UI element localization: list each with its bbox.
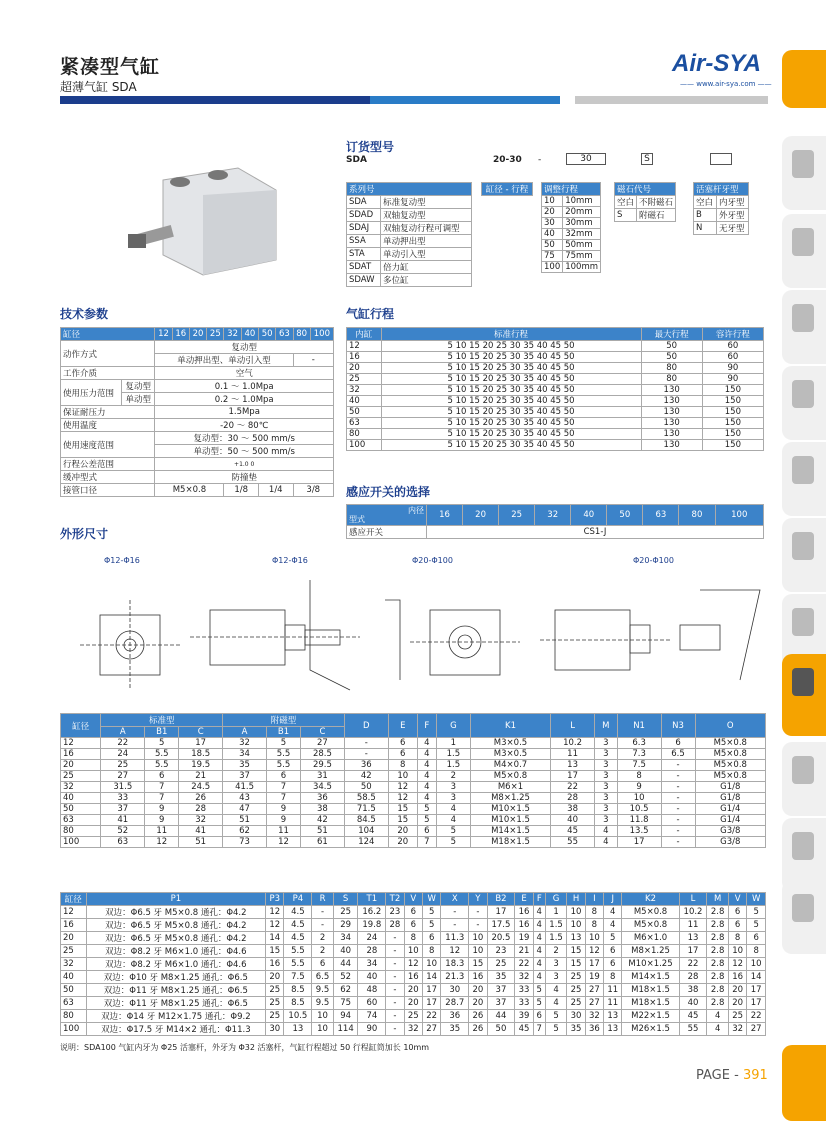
dimension-table-1 bbox=[60, 713, 766, 848]
fitting-icon bbox=[792, 304, 814, 332]
header-bar-blue bbox=[370, 96, 560, 104]
t2-col-header: B2 bbox=[487, 893, 515, 906]
page-title: 紧凑型气缸 bbox=[60, 56, 161, 78]
t2-col-header: L bbox=[679, 893, 707, 906]
t2-col-header: I bbox=[585, 893, 603, 906]
bore-header-cell: 20 bbox=[189, 328, 206, 341]
side-tab-silencer[interactable] bbox=[782, 880, 826, 954]
t2-col-header: S bbox=[333, 893, 358, 906]
drawing-label-2: Φ12-Φ16 bbox=[272, 556, 308, 565]
solenoid-icon bbox=[792, 532, 814, 560]
stroke-row: 32 5 10 15 20 25 30 35 40 45 50 130 150 bbox=[347, 385, 764, 396]
t2-col-header: R bbox=[312, 893, 334, 906]
adj-table: 调整行程 10 10mm 20 20mm 30 30mm 40 32mm 50 50mm 75 75mm 100 100mm bbox=[541, 182, 601, 273]
dimension-table-2 bbox=[60, 892, 766, 1036]
t2-col-header: H bbox=[567, 893, 585, 906]
t1-row: 20 25 5.5 19.5 35 5.5 29.5 36 8 4 1.5 M4×0.7 13 3 7.5 - M5×0.8 bbox=[61, 760, 766, 771]
t1-sub-header: C bbox=[300, 727, 344, 738]
dimension-drawings bbox=[60, 570, 766, 700]
order-rod-box bbox=[710, 153, 732, 165]
t2-row: 40 双边：Φ10 牙 M8×1.25 通孔：Φ6.5 20 7.5 6.5 52 40 - 16 14 21.3 16 35 32 4 3 25 19 8 M14×1.5 28 2.8 16 14 bbox=[61, 971, 766, 984]
t2-col-header: F bbox=[533, 893, 545, 906]
t1-col-header: N3 bbox=[661, 714, 695, 738]
sensor-size-cell: 16 bbox=[427, 505, 463, 526]
tech-title: 技术参数 bbox=[60, 307, 109, 321]
stroke-row: 100 5 10 15 20 25 30 35 40 45 50 130 150 bbox=[347, 440, 764, 451]
stroke-row: 80 5 10 15 20 25 30 35 40 45 50 130 150 bbox=[347, 429, 764, 440]
t1-col-header: N1 bbox=[617, 714, 661, 738]
order-series-code: SDA bbox=[346, 155, 367, 165]
t2-row: 16 双边：Φ6.5 牙 M5×0.8 通孔：Φ4.2 12 4.5 - 29 19.8 28 6 5 - - 17.5 16 4 1.5 10 8 4 M5×0.8 11 2.8 6 5 bbox=[61, 919, 766, 932]
series-row: SDAJ 双轴复动行程可调型 bbox=[347, 222, 472, 235]
header-bar-dark bbox=[60, 96, 370, 104]
t2-col-header: V bbox=[728, 893, 746, 906]
stroke-header-cell: 容许行程 bbox=[702, 328, 763, 341]
bore-header-cell: 100 bbox=[310, 328, 333, 341]
order-magnet-box: S bbox=[641, 153, 653, 165]
stroke-row: 25 5 10 15 20 25 30 35 40 45 50 80 90 bbox=[347, 374, 764, 385]
sensor-size-cell: 50 bbox=[607, 505, 643, 526]
sensor-size-cell: 20 bbox=[463, 505, 499, 526]
stroke-row: 40 5 10 15 20 25 30 35 40 45 50 130 150 bbox=[347, 396, 764, 407]
side-tab-cylinder[interactable] bbox=[782, 654, 826, 736]
bore-header-cell: 80 bbox=[293, 328, 310, 341]
side-tab-active-top[interactable] bbox=[782, 50, 826, 108]
magnet-row: 空白 不附磁石 bbox=[615, 196, 676, 209]
drawing-label-4: Φ20-Φ100 bbox=[633, 556, 674, 565]
sensor-size-cell: 25 bbox=[499, 505, 535, 526]
tech-table: 缸径 12 16 20 25 32 40 50 63 80 100 动作方式 复动型 单动押出型、单动引入型 - 工作介质 空气 使用压力范围 复动型 0.1 ～ 1.0Mpa 单动型 0.2 ～ 1.0Mpa 保证耐压力 1.5Mpa 使用温度 -20 ～ 80℃ 使用速度范围 复动型：30 ～ 500 mm/s 单动型：50 ～ 500 mm/s 行程公差范围 +1.0 0 缓冲型式 防撞垫 接管口径 M5×0.8 1/8 1/4 3/8 bbox=[60, 327, 334, 497]
side-tab-lubricator[interactable] bbox=[782, 214, 826, 288]
bore-header: 缸径 - 行程 bbox=[481, 182, 533, 196]
t1-col-header: L bbox=[551, 714, 595, 738]
t1-row: 16 24 5.5 18.5 34 5.5 28.5 - 6 4 1.5 M3×0.5 11 3 7.3 6.5 M5×0.8 bbox=[61, 749, 766, 760]
t2-col-header: E bbox=[515, 893, 533, 906]
side-tab-tube[interactable] bbox=[782, 742, 826, 816]
adj-row: 20 20mm bbox=[542, 207, 601, 218]
rod-row: 空白 内牙型 bbox=[694, 196, 749, 209]
sensor-table: 内径 型式 16 20 25 32 40 50 63 80 100 感应开关 CS1-J bbox=[346, 504, 764, 539]
t1-col-header: E bbox=[388, 714, 417, 738]
t2-col-header: P4 bbox=[284, 893, 312, 906]
t1-row: 50 37 9 28 47 9 38 71.5 15 5 4 M10×1.5 38 3 10.5 - G1/4 bbox=[61, 804, 766, 815]
valve-icon bbox=[792, 456, 814, 484]
sensor-size-cell: 63 bbox=[643, 505, 679, 526]
side-tab-fitting[interactable] bbox=[782, 290, 826, 364]
t1-mag-header: 附磁型 bbox=[223, 714, 345, 727]
t2-col-header: J bbox=[604, 893, 622, 906]
t1-col-header: K1 bbox=[470, 714, 550, 738]
t1-sub-header: B1 bbox=[267, 727, 301, 738]
rod-row: B 外牙型 bbox=[694, 209, 749, 222]
t2-row: 50 双边：Φ11 牙 M8×1.25 通孔：Φ6.5 25 8.5 9.5 62 48 - 20 17 30 20 37 33 5 4 25 27 11 M18×1.5 38 2.8 20 17 bbox=[61, 984, 766, 997]
bore-header-cell: 12 bbox=[155, 328, 172, 341]
adj-row: 30 30mm bbox=[542, 218, 601, 229]
stroke-row: 63 5 10 15 20 25 30 35 40 45 50 130 150 bbox=[347, 418, 764, 429]
t2-row: 12 双边：Φ6.5 牙 M5×0.8 通孔：Φ4.2 12 4.5 - 25 16.2 23 6 5 - - 17 16 4 1 10 8 4 M5×0.8 10.2 2.8 6 5 bbox=[61, 906, 766, 919]
t1-row: 25 27 6 21 37 6 31 42 10 4 2 M5×0.8 17 3 8 - M5×0.8 bbox=[61, 771, 766, 782]
series-row: STA 单动引入型 bbox=[347, 248, 472, 261]
brand-url: —— www.air-sya.com —— bbox=[680, 80, 772, 88]
bore-header-cell: 16 bbox=[172, 328, 189, 341]
stroke-header-cell: 最大行程 bbox=[641, 328, 702, 341]
order-dash: - bbox=[538, 155, 542, 165]
t2-col-header: X bbox=[441, 893, 469, 906]
t1-sub-header: A bbox=[223, 727, 267, 738]
rod-row: N 无牙型 bbox=[694, 222, 749, 235]
filter-icon bbox=[792, 150, 814, 178]
series-row: SSA 单动押出型 bbox=[347, 235, 472, 248]
stroke-title: 气缸行程 bbox=[346, 307, 395, 321]
stroke-row: 20 5 10 15 20 25 30 35 40 45 50 80 90 bbox=[347, 363, 764, 374]
page-subtitle: 超薄气缸 SDA bbox=[60, 80, 137, 94]
series-row: SDA 标准复动型 bbox=[347, 196, 472, 209]
elbow-icon bbox=[792, 380, 814, 408]
side-tab-elbow[interactable] bbox=[782, 366, 826, 440]
sensor-size-cell: 32 bbox=[535, 505, 571, 526]
t1-row: 12 22 5 17 32 5 27 - 6 4 1 M3×0.5 10.2 3 6.3 6 M5×0.8 bbox=[61, 738, 766, 749]
t1-std-header: 标准型 bbox=[101, 714, 223, 727]
bore-header-cell: 63 bbox=[276, 328, 293, 341]
t1-row: 40 33 7 26 43 7 36 58.5 12 4 3 M8×1.25 28 3 10 - G1/8 bbox=[61, 793, 766, 804]
tube-icon bbox=[792, 756, 814, 784]
t2-col-header: V bbox=[404, 893, 422, 906]
adj-row: 40 32mm bbox=[542, 229, 601, 240]
dims-title: 外形尺寸 bbox=[60, 527, 109, 541]
order-size-code: 20-30 bbox=[493, 155, 522, 165]
t1-sub-header: A bbox=[101, 727, 145, 738]
t1-row: 63 41 9 32 51 9 42 84.5 15 5 4 M10×1.5 40 3 11.8 - G1/4 bbox=[61, 815, 766, 826]
stroke-header-cell: 标准行程 bbox=[381, 328, 641, 341]
bore-header-cell: 25 bbox=[207, 328, 224, 341]
adj-row: 75 75mm bbox=[542, 251, 601, 262]
t2-col-header: G bbox=[545, 893, 567, 906]
t1-col-header: O bbox=[695, 714, 765, 738]
t2-col-header: T1 bbox=[358, 893, 386, 906]
bore-header-cell: 32 bbox=[224, 328, 241, 341]
adj-row: 100 100mm bbox=[542, 262, 601, 273]
drawing-label-1: Φ12-Φ16 bbox=[104, 556, 140, 565]
t1-col-header: D bbox=[344, 714, 388, 738]
t2-col-header: P3 bbox=[266, 893, 284, 906]
t1-col-header: F bbox=[417, 714, 436, 738]
t1-col-header: G bbox=[436, 714, 470, 738]
t1-col-header: M bbox=[595, 714, 618, 738]
regulator-icon bbox=[792, 608, 814, 636]
t2-row: 100 双边：Φ17.5 牙 M14×2 通孔：Φ11.3 30 13 10 114 90 - 32 27 35 26 50 45 7 5 35 36 13 M26×1.5 55 4 32 27 bbox=[61, 1023, 766, 1036]
t2-col-header: 缸径 bbox=[61, 893, 87, 906]
rod-table: 活塞杆牙型 空白 内牙型 B 外牙型 N 无牙型 bbox=[693, 182, 749, 235]
magnet-table: 磁石代号 空白 不附磁石 S 附磁石 bbox=[614, 182, 676, 222]
side-tab-solenoid[interactable] bbox=[782, 518, 826, 592]
side-tab-active-bottom[interactable] bbox=[782, 1045, 826, 1121]
t1-bore-header: 缸径 bbox=[61, 714, 101, 738]
t2-col-header: P1 bbox=[86, 893, 266, 906]
series-row: SDAT 倍力缸 bbox=[347, 261, 472, 274]
t2-row: 20 双边：Φ6.5 牙 M5×0.8 通孔：Φ4.2 14 4.5 2 34 24 - 8 6 11.3 10 20.5 19 4 1.5 13 10 5 M6×1.0 13 2.8 8 6 bbox=[61, 932, 766, 945]
order-title: 订货型号 bbox=[346, 140, 395, 154]
t2-col-header: M bbox=[707, 893, 729, 906]
footnote: 说明：SDA100 气缸内牙为 Φ25 活塞杆，外牙为 Φ32 活塞杆，气缸行程超过 50 行程缸筒加长 10mm bbox=[60, 1043, 430, 1052]
stroke-row: 16 5 10 15 20 25 30 35 40 45 50 50 60 bbox=[347, 352, 764, 363]
page-number: PAGE - 391 bbox=[696, 1068, 768, 1083]
t2-col-header: T2 bbox=[386, 893, 404, 906]
order-stroke-box: 30 bbox=[566, 153, 606, 165]
pipe-icon bbox=[792, 832, 814, 860]
sensor-size-cell: 100 bbox=[715, 505, 764, 526]
t2-row: 32 双边：Φ8.2 牙 M6×1.0 通孔：Φ4.6 16 5.5 6 44 34 - 12 10 18.3 15 25 22 4 3 15 17 6 M10×1.25 22 2.8 12 10 bbox=[61, 958, 766, 971]
sensor-size-cell: 80 bbox=[679, 505, 715, 526]
cylinder-photo bbox=[128, 160, 278, 280]
stroke-row: 50 5 10 15 20 25 30 35 40 45 50 130 150 bbox=[347, 407, 764, 418]
sensor-size-cell: 40 bbox=[571, 505, 607, 526]
series-row: SDAW 多位缸 bbox=[347, 274, 472, 287]
header-bar-grey bbox=[575, 96, 768, 104]
adj-row: 10 10mm bbox=[542, 196, 601, 207]
side-tab-valve[interactable] bbox=[782, 442, 826, 516]
brand-logo: Air-SYA bbox=[672, 50, 761, 77]
adj-row: 50 50mm bbox=[542, 240, 601, 251]
stroke-header-cell: 内缸 bbox=[347, 328, 382, 341]
sensor-title: 感应开关的选择 bbox=[346, 485, 431, 499]
t2-row: 80 双边：Φ14 牙 M12×1.75 通孔：Φ9.2 25 10.5 10 94 74 - 25 22 36 26 44 39 6 5 30 32 13 M22×1.5 45 4 25 22 bbox=[61, 1010, 766, 1023]
side-tab-filter[interactable] bbox=[782, 136, 826, 210]
series-row: SDAD 双轴复动型 bbox=[347, 209, 472, 222]
stroke-table bbox=[346, 327, 764, 451]
stroke-row: 12 5 10 15 20 25 30 35 40 45 50 50 60 bbox=[347, 341, 764, 352]
lubricator-icon bbox=[792, 228, 814, 256]
cylinder-icon bbox=[792, 668, 814, 696]
t1-row: 32 31.5 7 24.5 41.5 7 34.5 50 12 4 3 M6×1 22 3 9 - G1/8 bbox=[61, 782, 766, 793]
bore-header-cell: 50 bbox=[258, 328, 275, 341]
t1-sub-header: B1 bbox=[145, 727, 179, 738]
magnet-row: S 附磁石 bbox=[615, 209, 676, 222]
bore-header-cell: 40 bbox=[241, 328, 258, 341]
silencer-icon bbox=[792, 894, 814, 922]
t2-row: 63 双边：Φ11 牙 M8×1.25 通孔：Φ6.5 25 8.5 9.5 75 60 - 20 17 28.7 20 37 33 5 4 25 27 11 M18×1.5 40 2.8 20 17 bbox=[61, 997, 766, 1010]
t2-row: 25 双边：Φ8.2 牙 M6×1.0 通孔：Φ4.6 15 5.5 2 40 28 - 10 8 12 10 23 21 4 2 15 12 6 M8×1.25 17 2.8 10 8 bbox=[61, 945, 766, 958]
t1-row: 80 52 11 41 62 11 51 104 20 6 5 M14×1.5 45 4 13.5 - G3/8 bbox=[61, 826, 766, 837]
t2-col-header: W bbox=[423, 893, 441, 906]
t2-col-header: K2 bbox=[622, 893, 679, 906]
t2-col-header: W bbox=[747, 893, 766, 906]
series-table: 系列号 SDA 标准复动型 SDAD 双轴复动型 SDAJ 双轴复动行程可调型 SSA 单动押出型 STA 单动引入型 SDAT 倍力缸 SDAW 多位缸 bbox=[346, 182, 472, 287]
drawing-label-3: Φ20-Φ100 bbox=[412, 556, 453, 565]
t1-sub-header: C bbox=[179, 727, 223, 738]
t2-col-header: Y bbox=[469, 893, 487, 906]
t1-row: 100 63 12 51 73 12 61 124 20 7 5 M18×1.5 55 4 17 - G3/8 bbox=[61, 837, 766, 848]
